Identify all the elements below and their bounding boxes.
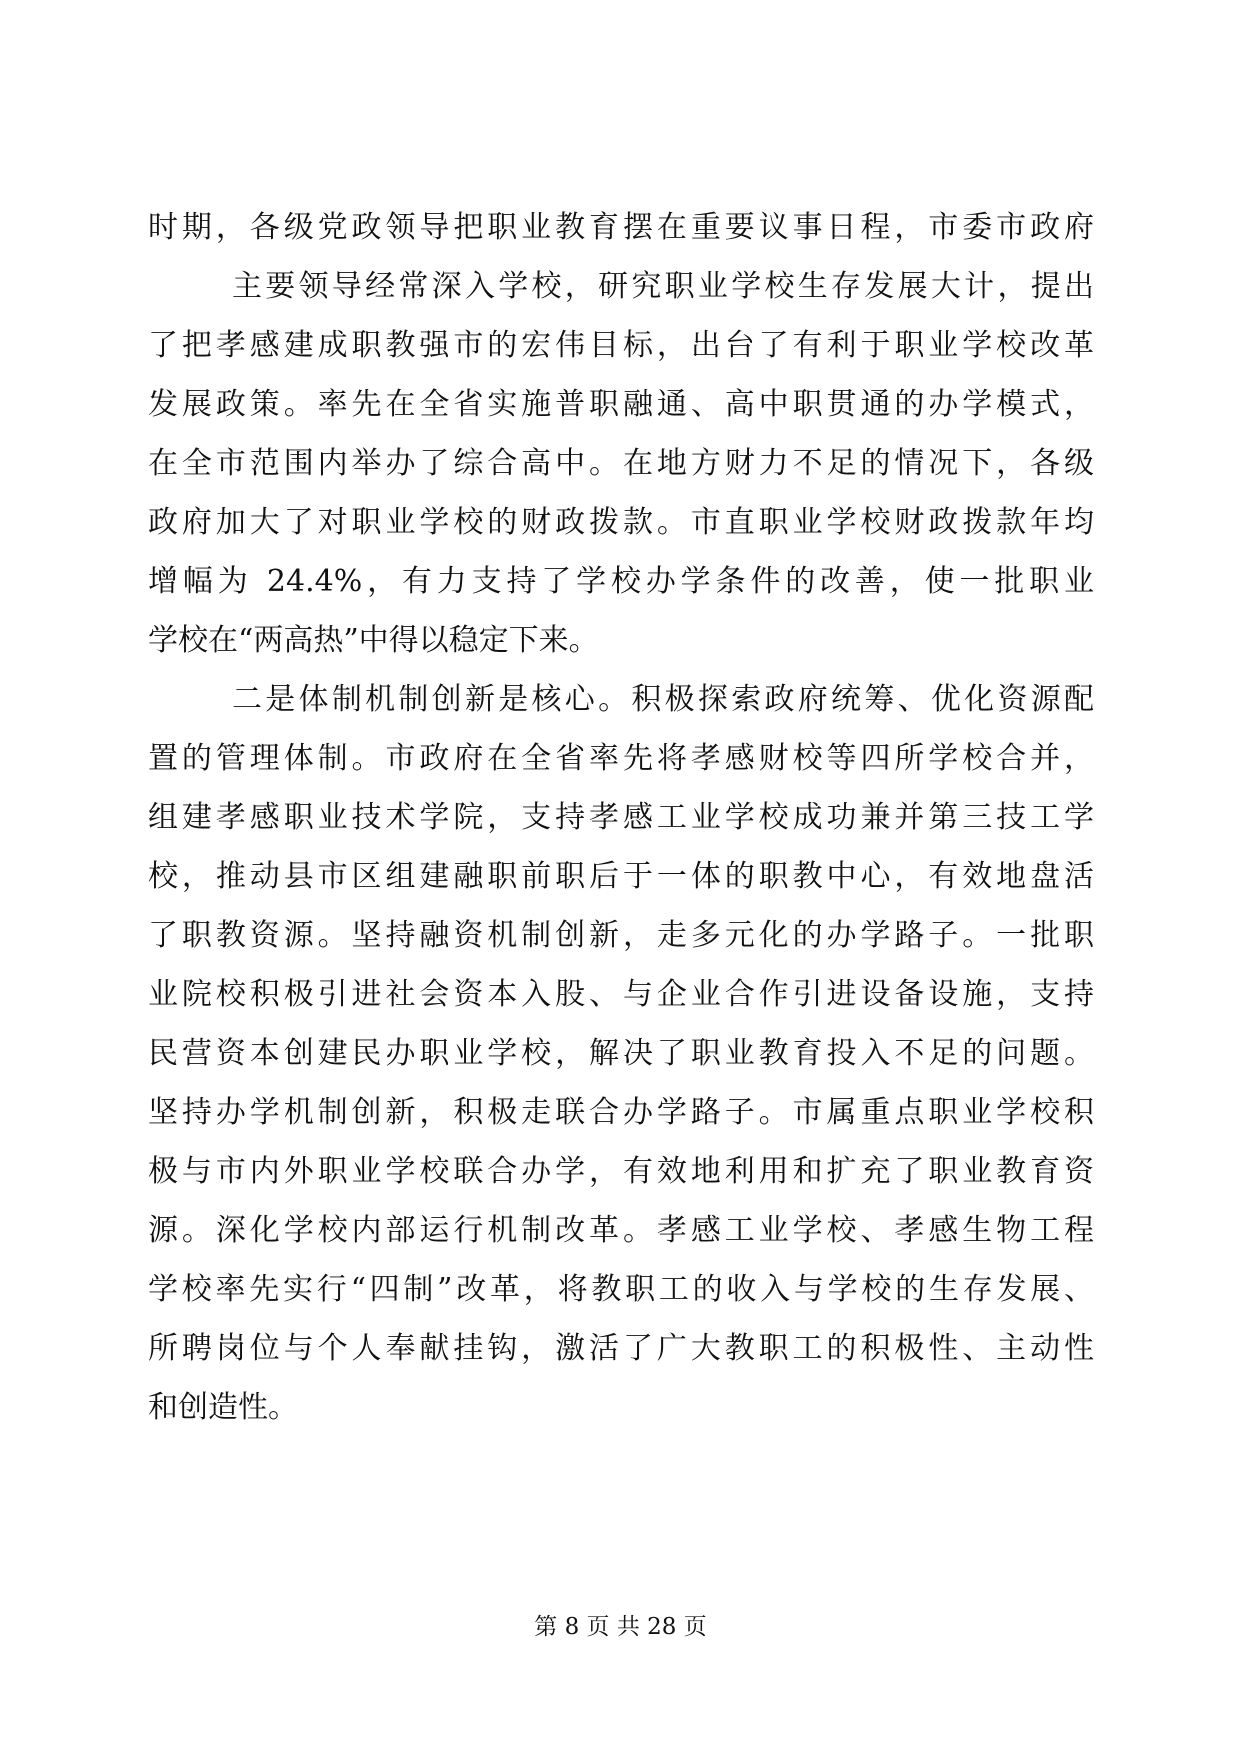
text-line-19: 学校率先实行“四制”改革，将教职工的收入与学校的生存发展、 [148, 1272, 1094, 1307]
text-line-12: 校，推动县市区组建融职前职后于一体的职教中心，有效地盘活 [148, 859, 1094, 894]
text-line-18: 源。深化学校内部运行机制改革。孝感工业学校、孝感生物工程 [148, 1213, 1094, 1248]
text-line-14: 业院校积极引进社会资本入股、与企业合作引进设备设施，支持 [148, 977, 1094, 1012]
text-line-6: 政府加大了对职业学校的财政拨款。市直职业学校财政拨款年均 [148, 505, 1094, 540]
text-line-9: 二是体制机制创新是核心。积极探索政府统筹、优化资源配 [232, 682, 1094, 717]
text-line-15: 民营资本创建民办职业学校，解决了职业教育投入不足的问题。 [148, 1036, 1094, 1071]
page-number-footer: 第 8 页 共 28 页 [534, 1614, 707, 1640]
text-line-13: 了职教资源。坚持融资机制创新，走多元化的办学路子。一批职 [148, 918, 1094, 953]
text-line-16: 坚持办学机制创新，积极走联合办学路子。市属重点职业学校积 [148, 1095, 1094, 1130]
text-line-20: 所聘岗位与个人奉献挂钩，激活了广大教职工的积极性、主动性 [148, 1331, 1094, 1366]
text-line-1: 时期，各级党政领导把职业教育摆在重要议事日程，市委市政府 [148, 210, 1094, 245]
text-line-5: 在全市范围内举办了综合高中。在地方财力不足的情况下，各级 [148, 446, 1094, 481]
text-line-2: 主要领导经常深入学校，研究职业学校生存发展大计，提出 [232, 269, 1094, 304]
text-line-11: 组建孝感职业技术学院，支持孝感工业学校成功兼并第三技工学 [148, 800, 1094, 835]
text-line-3: 了把孝感建成职教强市的宏伟目标，出台了有利于职业学校改革 [148, 328, 1094, 363]
text-line-10: 置的管理体制。市政府在全省率先将孝感财校等四所学校合并， [148, 741, 1094, 776]
text-line-7: 增幅为 24.4%，有力支持了学校办学条件的改善，使一批职业 [148, 564, 1094, 599]
text-line-21: 和创造性。 [148, 1390, 298, 1425]
text-line-8: 学校在“两高热”中得以稳定下来。 [148, 623, 599, 658]
text-line-17: 极与市内外职业学校联合办学，有效地利用和扩充了职业教育资 [148, 1154, 1094, 1189]
text-line-4: 发展政策。率先在全省实施普职融通、高中职贯通的办学模式， [148, 387, 1094, 422]
